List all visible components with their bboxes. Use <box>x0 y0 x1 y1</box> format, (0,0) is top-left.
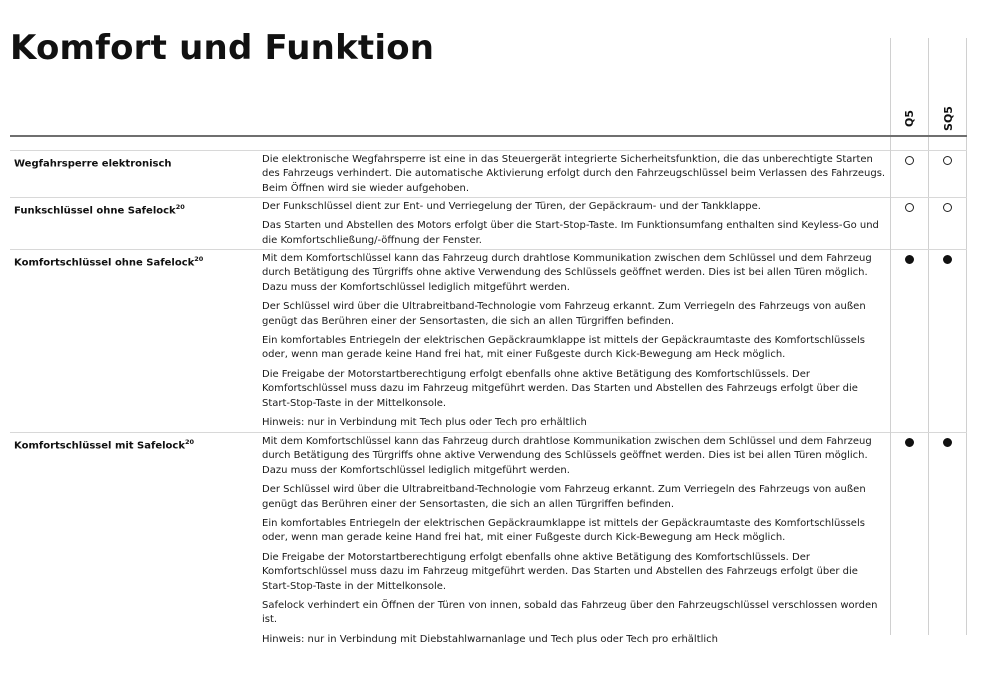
description-paragraph: Der Schlüssel wird über die Ultrabreitband-Technologie vom Fahrzeug erkannt. Zum Verriegeln des Fahrzeugs von außen genügt das Berühren einer der Sensortasten, die sich an allen Türgriffen befinden. <box>262 484 866 510</box>
column-header-label: SQ5 <box>941 105 955 131</box>
description-paragraph: Hinweis: nur in Verbindung mit Tech plus oder Tech pro erhältlich <box>262 417 587 429</box>
feature-label: Funkschlüssel ohne Safelock$^{20}$ <box>14 203 185 217</box>
row-divider <box>10 197 890 198</box>
feature-description <box>262 153 886 196</box>
feature-label: Wegfahrsperre elektronisch <box>14 158 172 170</box>
row-divider <box>10 432 890 433</box>
description-paragraph: Mit dem Komfortschlüssel kann das Fahrzeug durch drahtlose Kommunikation zwischen dem Schlüssel und dem Fahrzeug durch Betätigung des Türgriffs ohne aktive Verwendung des Schlüssels geöffnet werden. Dies ist bei allen Türen möglich. Dazu muss der Komfortschlüssel lediglich mitgeführt werden. <box>262 253 872 293</box>
row-divider <box>891 150 967 151</box>
row-divider <box>891 197 967 198</box>
row-divider <box>891 249 967 250</box>
description-paragraph: Hinweis: nur in Verbindung mit Diebstahlwarnanlage und Tech plus oder Tech pro erhältlich <box>262 633 719 645</box>
row-divider <box>10 150 890 151</box>
description-paragraph: Ein komfortables Entriegeln der elektrischen Gepäckraumklappe ist mittels der Gepäckraumtaste des Komfortschlüssels oder, wenn man gerade keine Hand frei hat, mit einer Fußgeste durch Kick-Bewegung am Heck möglich. <box>262 518 865 544</box>
page-title: Komfort und Funktion <box>10 28 435 68</box>
description-paragraph: Die Freigabe der Motorstartberechtigung erfolgt ebenfalls ohne aktive Betätigung des Komfortschlüssels. Der Komfortschlüssel muss dazu im Fahrzeug mitgeführt werden. Das Starten und Abstellen des Fahrzeugs erfolgt über die Start-Stop-Taste in der Mittelkonsole. <box>262 368 858 409</box>
availability-optional-icon <box>905 156 914 165</box>
description-paragraph: Der Schlüssel wird über die Ultrabreitband-Technologie vom Fahrzeug erkannt. Zum Verriegeln des Fahrzeugs von außen genügt das Berühren einer der Sensortasten, die sich an allen Türgriffen befinden. <box>262 301 866 327</box>
feature-label: Komfortschlüssel ohne Safelock$^{20}$ <box>14 255 204 269</box>
description-paragraph: Das Starten und Abstellen des Motors erfolgt über die Start-Stop-Taste. Im Funktionsumfang enthalten sind Keyless-Go und die Komfortschließung/-öffnung der Fenster. <box>262 220 879 246</box>
row-divider <box>891 432 967 433</box>
header-rule <box>10 135 967 137</box>
column-header-q5 <box>891 105 929 131</box>
availability-standard-icon <box>905 438 914 447</box>
description-paragraph: Safelock verhindert ein Öffnen der Türen von innen, sobald das Fahrzeug über den Fahrzeugschlüssel verschlossen worden ist. <box>262 600 878 626</box>
feature-description <box>262 252 886 430</box>
row-divider <box>10 249 890 250</box>
availability-standard-icon <box>905 255 914 264</box>
availability-standard-icon <box>943 255 952 264</box>
availability-optional-icon <box>943 203 952 212</box>
column-header-label: Q5 <box>903 109 917 127</box>
availability-standard-icon <box>943 438 952 447</box>
description-paragraph: Mit dem Komfortschlüssel kann das Fahrzeug durch drahtlose Kommunikation zwischen dem Schlüssel und dem Fahrzeug durch Betätigung des Türgriffs ohne aktive Verwendung des Schlüssels geöffnet werden. Dies ist bei allen Türen möglich. Dazu muss der Komfortschlüssel lediglich mitgeführt werden. <box>262 436 872 476</box>
availability-optional-icon <box>905 203 914 212</box>
column-header-sq5 <box>929 105 967 131</box>
description-paragraph: Die elektronische Wegfahrsperre ist eine in das Steuergerät integrierte Sicherheitsfunktion, die das unberechtigte Starten des Fahrzeugs verhindert. Die automatische Aktivierung erfolgt durch den Fahrzeugschlüssel beim Verlassen des Fahrzeugs. Beim Öffnen wird sie wieder aufgehoben. <box>262 154 886 194</box>
description-paragraph: Ein komfortables Entriegeln der elektrischen Gepäckraumklappe ist mittels der Gepäckraumtaste des Komfortschlüssels oder, wenn man gerade keine Hand frei hat, mit einer Fußgeste durch Kick-Bewegung am Heck möglich. <box>262 335 865 361</box>
feature-description <box>262 200 886 248</box>
description-paragraph: Der Funkschlüssel dient zur Ent- und Verriegelung der Türen, der Gepäckraum- und der Tankklappe. <box>262 201 761 212</box>
feature-description <box>262 435 886 647</box>
description-paragraph: Die Freigabe der Motorstartberechtigung erfolgt ebenfalls ohne aktive Betätigung des Komfortschlüssels. Der Komfortschlüssel muss dazu im Fahrzeug mitgeführt werden. Das Starten und Abstellen des Fahrzeugs erfolgt über die Start-Stop-Taste in der Mittelkonsole. <box>262 551 858 592</box>
availability-optional-icon <box>943 156 952 165</box>
feature-label: Komfortschlüssel mit Safelock$^{20}$ <box>14 438 195 452</box>
